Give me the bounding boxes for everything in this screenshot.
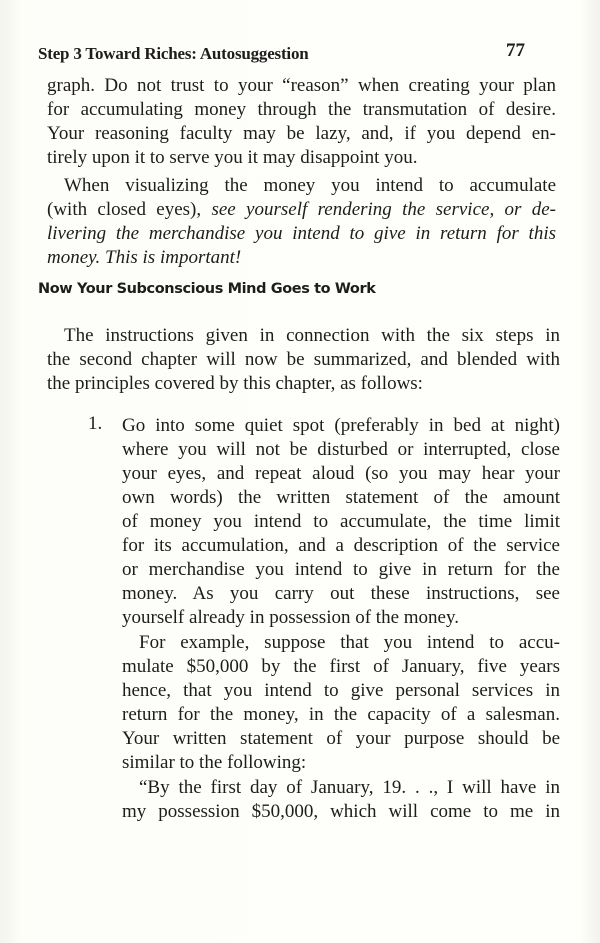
text-line: where you will not be disturbed or interrupted, close: [122, 439, 560, 460]
text-line: tirely upon it to serve you it may disappoint you.: [47, 147, 418, 168]
italic-text: livering the merchandise you intend to give in return for this: [47, 223, 556, 244]
text-line: or merchandise you intend to give in return for the: [122, 559, 560, 580]
text-line: own words) the written statement of the amount: [122, 487, 560, 508]
text-span: (with closed eyes),: [47, 199, 212, 220]
text-line: the second chapter will now be summarized, and blended with: [47, 349, 560, 370]
text-line: “By the first day of January, 19. . ., I will have in: [139, 777, 560, 798]
italic-text: money. This is important!: [47, 247, 242, 268]
running-header: Step 3 Toward Riches: Autosuggestion: [38, 44, 309, 63]
text-line: my possession $50,000, which will come to me in: [122, 801, 560, 822]
text-line: Go into some quiet spot (preferably in bed at night): [122, 415, 560, 436]
text-line: your eyes, and repeat aloud (so you may hear your: [122, 463, 560, 484]
text-line: [47, 246, 241, 270]
text-line: Your reasoning faculty may be lazy, and, if you depend en-: [47, 123, 556, 144]
text-line: the principles covered by this chapter, as follows:: [47, 373, 423, 394]
italic-text: see yourself rendering the service, or de-: [211, 199, 556, 220]
text-line: [47, 222, 556, 246]
text-line: When visualizing the money you intend to accumulate: [64, 175, 556, 196]
text-line: similar to the following:: [122, 752, 307, 773]
text-line: [47, 198, 556, 222]
text-line: return for the money, in the capacity of a salesman.: [122, 704, 560, 725]
text-line: hence, that you intend to give personal services in: [122, 680, 560, 701]
text-line: yourself already in possession of the money.: [122, 607, 459, 628]
text-line: The instructions given in connection with the six steps in: [64, 325, 560, 346]
text-line: money. As you carry out these instructions, see: [122, 583, 560, 604]
section-heading: Now Your Subconscious Mind Goes to Work: [38, 281, 376, 297]
text-line: for its accumulation, and a description of the service: [122, 535, 560, 556]
page-number: 77: [506, 40, 525, 61]
text-line: mulate $50,000 by the first of January, five years: [122, 656, 560, 677]
text-line: of money you intend to accumulate, the time limit: [122, 511, 560, 532]
text-line: For example, suppose that you intend to accu-: [139, 632, 560, 653]
text-line: graph. Do not trust to your “reason” when creating your plan: [47, 75, 556, 96]
text-line: for accumulating money through the transmutation of desire.: [47, 99, 556, 120]
text-line: Your written statement of your purpose should be: [122, 728, 560, 749]
list-number: 1.: [88, 413, 103, 434]
